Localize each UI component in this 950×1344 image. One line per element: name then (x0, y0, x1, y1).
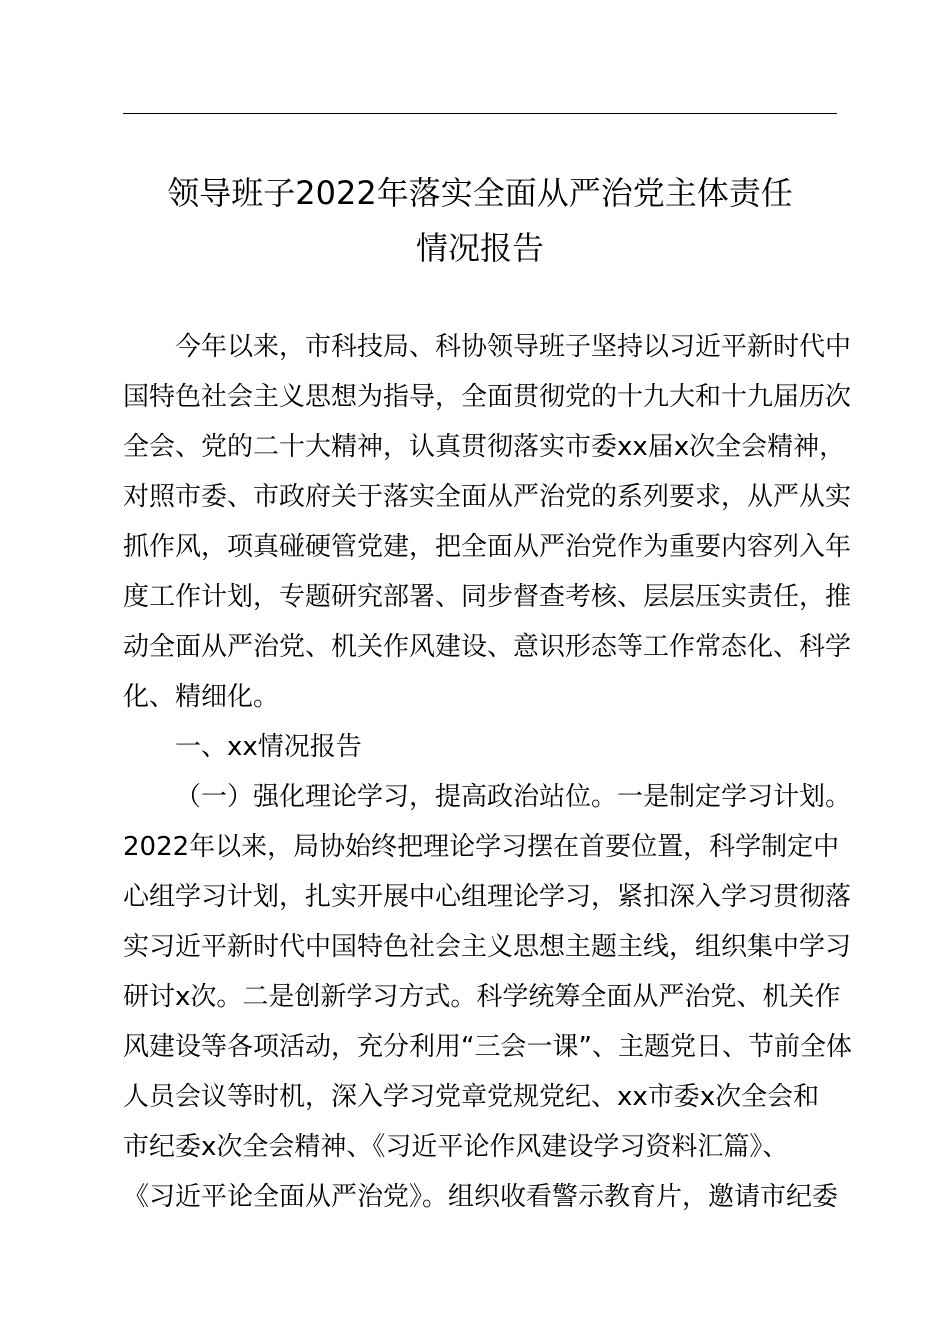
paragraph-line: 人员会议等时机，深入学习党章党规党纪、xx市委x次全会和 (123, 1082, 820, 1112)
title-line-1: 领导班子2022年落实全面从严治党主体责任 (167, 174, 793, 212)
paragraph-line: 抓作风，项真碰硬管党建，把全面从严治党作为重要内容列入年 (123, 532, 852, 562)
paragraph-line: 全会、党的二十大精神，认真贯彻落实市委xx届x次全会精神， (123, 432, 846, 462)
document-body (123, 322, 863, 1222)
paragraph-line: 风建设等各项活动，充分利用“三会一课”、主题党日、节前全体 (123, 1032, 852, 1062)
title-line-2: 情况报告 (415, 229, 544, 267)
paragraph-line: 度工作计划，专题研究部署、同步督查考核、层层压实责任，推 (123, 582, 852, 612)
paragraph-line: （一）强化理论学习，提高政治站位。一是制定学习计划。 (175, 782, 852, 812)
paragraph-line: 2022年以来，局协始终把理论学习摆在首要位置，科学制定中 (123, 832, 840, 862)
header-rule (123, 113, 837, 114)
document-title (123, 166, 837, 276)
paragraph-line: 国特色社会主义思想为指导，全面贯彻党的十九大和十九届历次 (123, 382, 852, 412)
paragraph-line: 今年以来，市科技局、科协领导班子坚持以习近平新时代中 (175, 332, 852, 362)
paragraph-line: 实习近平新时代中国特色社会主义思想主题主线，组织集中学习 (123, 932, 852, 962)
paragraph-line: 研讨x次。二是创新学习方式。科学统筹全面从严治党、机关作 (123, 982, 841, 1012)
section-heading: 一、xx情况报告 (175, 732, 362, 762)
paragraph-line: 市纪委x次全会精神、《习近平论作风建设学习资料汇篇》、 (123, 1132, 789, 1162)
paragraph-line: 心组学习计划，扎实开展中心组理论学习，紧扣深入学习贯彻落 (123, 882, 852, 912)
paragraph-line: 对照市委、市政府关于落实全面从严治党的系列要求，从严从实 (123, 482, 852, 512)
paragraph-line: 《习近平论全面从严治党》。组织收看警示教育片，邀请市纪委 (123, 1182, 839, 1212)
paragraph-line: 动全面从严治党、机关作风建设、意识形态等工作常态化、科学 (123, 632, 852, 662)
paragraph-line: 化、精细化。 (123, 682, 280, 712)
